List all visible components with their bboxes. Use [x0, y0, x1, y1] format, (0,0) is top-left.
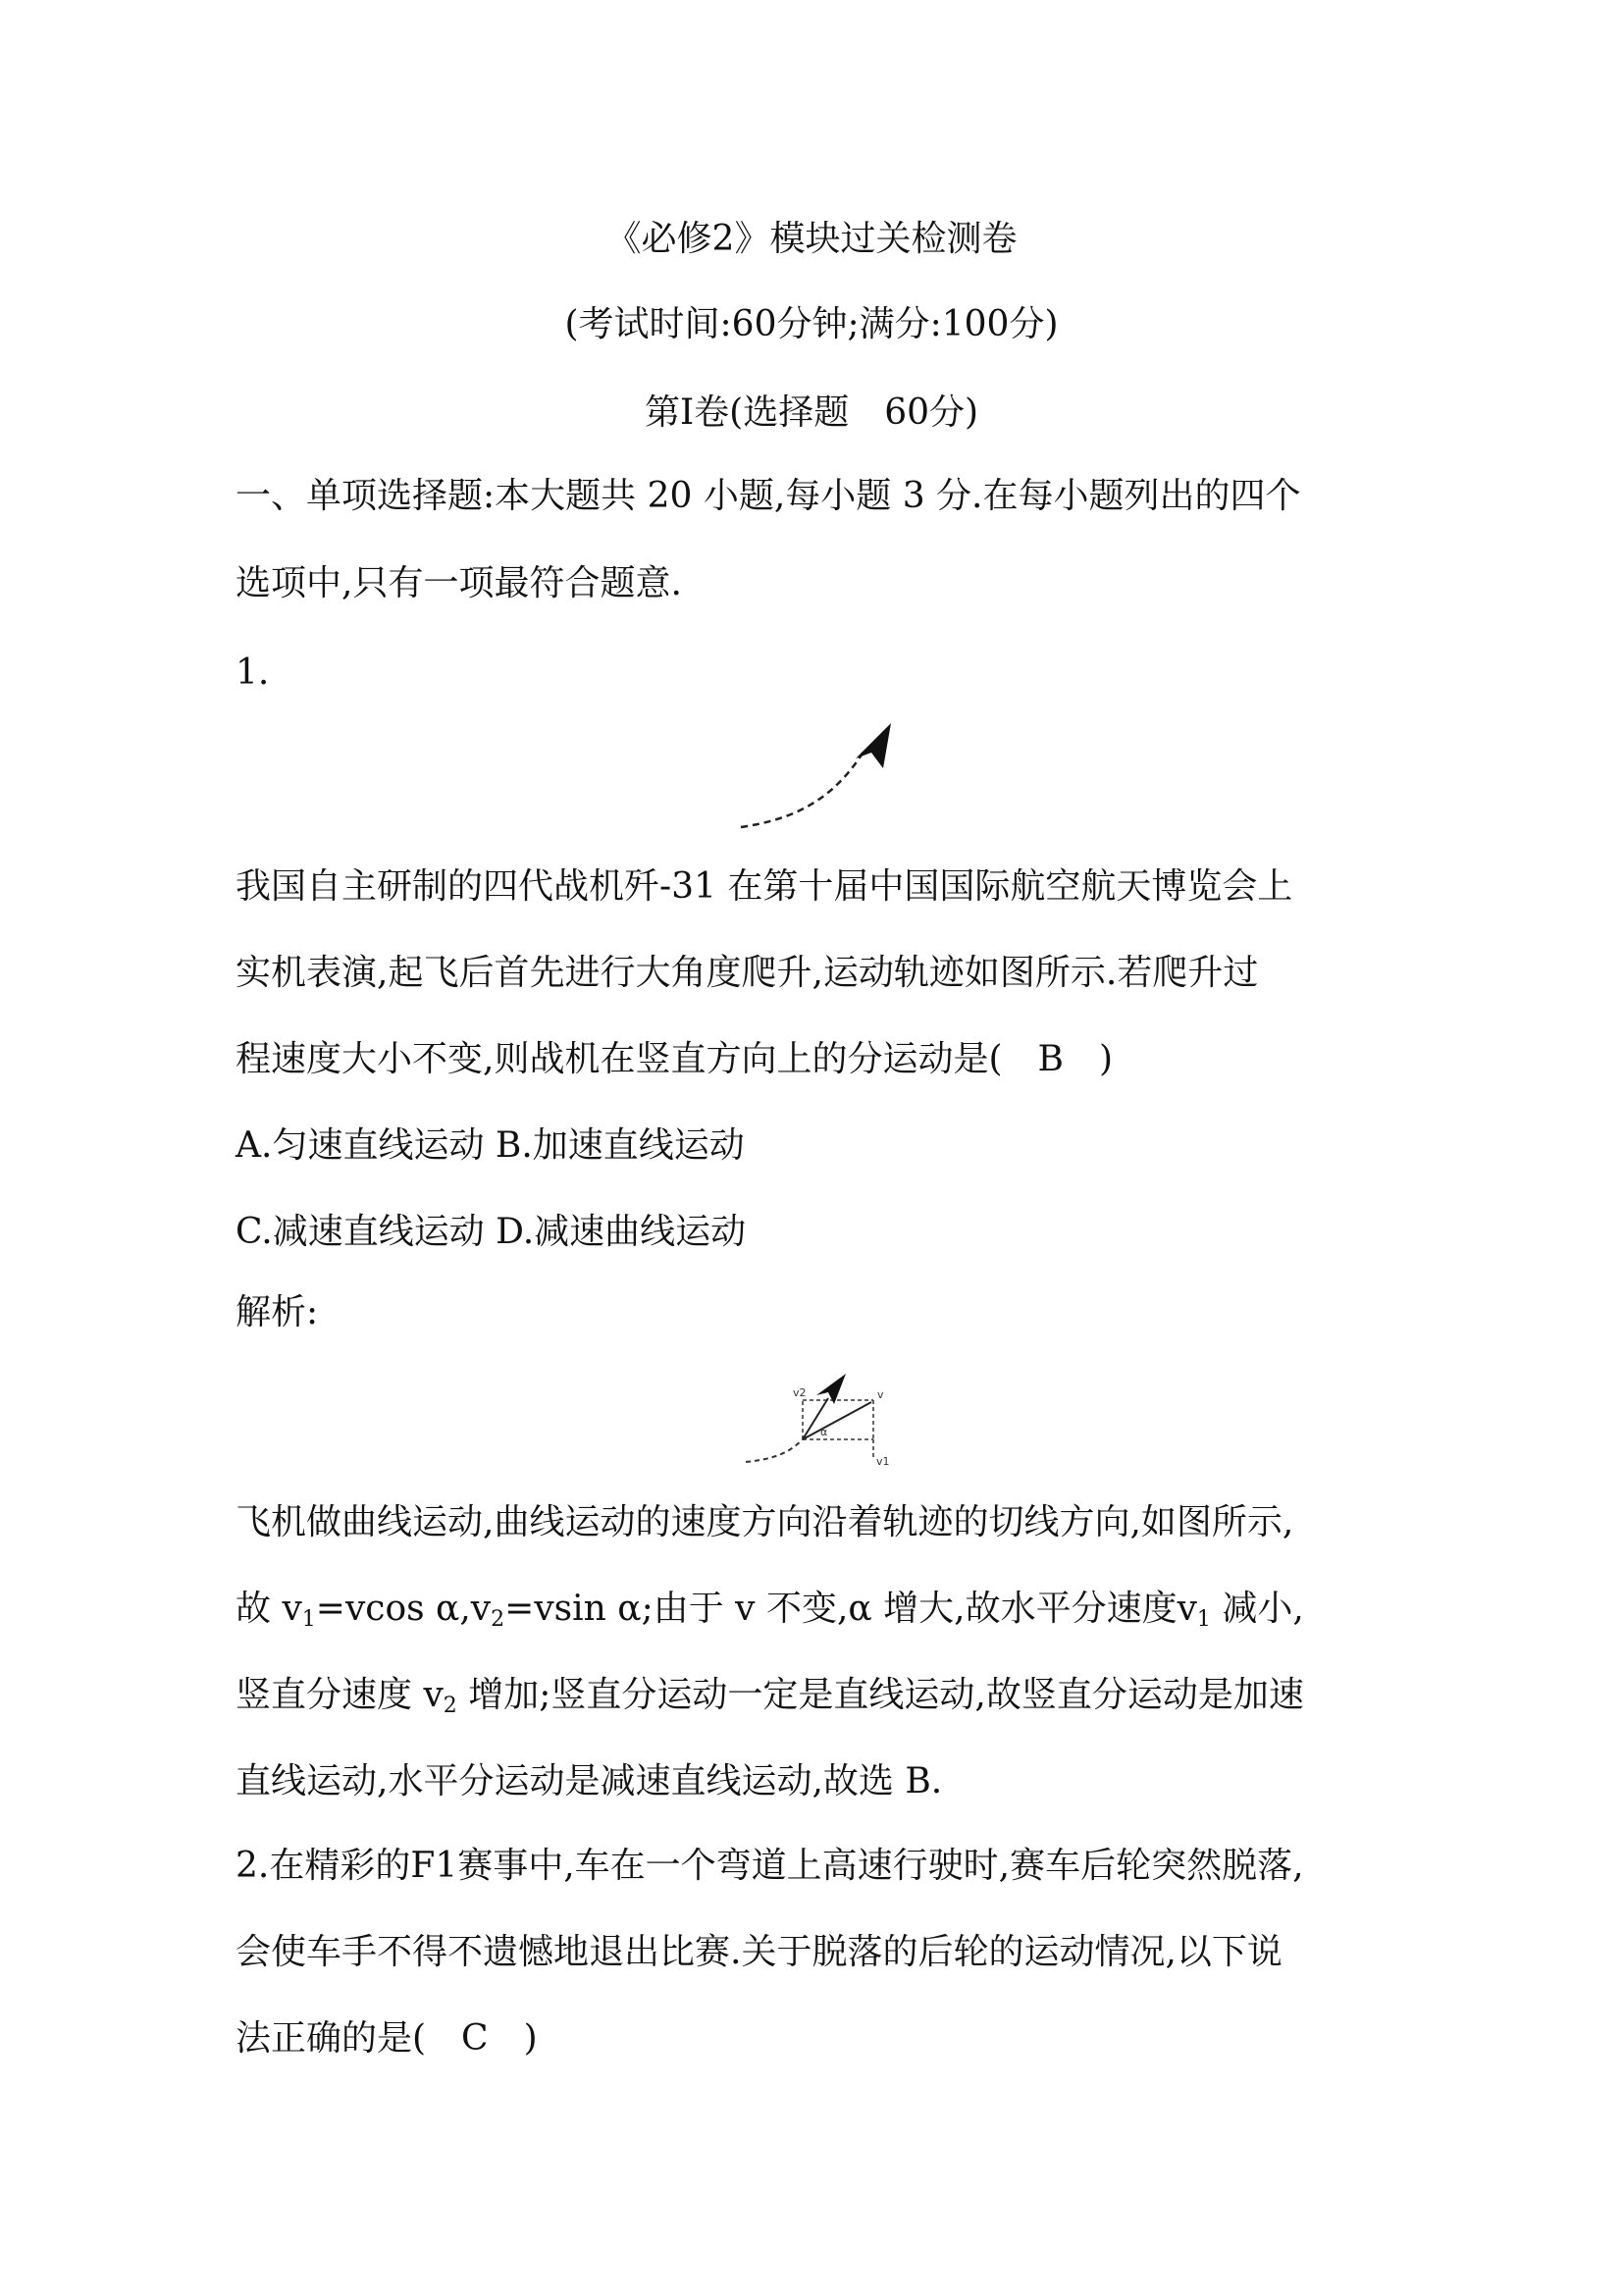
label-v1: v1 [876, 1455, 890, 1468]
question-2-stem-2: 会使车手不得不遗憾地退出比赛.关于脱落的后轮的运动情况,以下说 [236, 1932, 1283, 1972]
analysis-line-1: 飞机做曲线运动,曲线运动的速度方向沿着轨迹的切线方向,如图所示, [236, 1502, 1294, 1542]
question-1-options-ab: A.匀速直线运动 B.加速直线运动 [236, 1125, 745, 1166]
analysis-line-3: 竖直分速度 $v_2$ 增加;竖直分运动一定是直线运动,故竖直分运动是加速 [236, 1675, 1304, 1718]
analysis-line-4: 直线运动,水平分运动是减速直线运动,故选 B. [236, 1761, 943, 1801]
question-1-number: 1. [236, 652, 270, 693]
exam-meta: (考试时间:60分钟;满分:100分) [564, 304, 1059, 344]
analysis-label: 解析: [236, 1292, 319, 1332]
question-2-stem-3: 法正确的是( C ) [236, 2018, 538, 2059]
question-1-options-cd: C.减速直线运动 D.减速曲线运动 [236, 1212, 747, 1252]
label-v2: v2 [793, 1386, 807, 1399]
trajectory-figure [726, 711, 913, 839]
instructions-line-1: 一、单项选择题:本大题共 20 小题,每小题 3 分.在每小题列出的四个 [236, 476, 1301, 516]
instructions-line-2: 选项中,只有一项最符合题意. [236, 563, 682, 603]
question-1-stem-3: 程速度大小不变,则战机在竖直方向上的分运动是( B ) [236, 1039, 1113, 1079]
question-1-stem-2: 实机表演,起飞后首先进行大角度爬升,运动轨迹如图所示.若爬升过 [236, 953, 1259, 993]
analysis-line-2: 故 $v_1=vcos$ $\alpha,v_2=vsin$ α;由于 v 不变,α 增大,故水平分速度$v_1$ 减小, [236, 1589, 1304, 1632]
velocity-decomposition-figure [736, 1369, 903, 1477]
label-alpha: α [820, 1426, 828, 1438]
section-heading: 第Ⅰ卷(选择题 60分) [644, 392, 979, 433]
question-1-stem-1: 我国自主研制的四代战机歼-31 在第十届中国国际航空航天博览会上 [236, 866, 1293, 907]
question-2-stem-1: 2.在精彩的F1赛事中,车在一个弯道上高速行驶时,赛车后轮突然脱落, [236, 1846, 1304, 1886]
exam-title: 《必修2》模块过关检测卷 [605, 219, 1018, 259]
label-v: v [877, 1388, 884, 1401]
